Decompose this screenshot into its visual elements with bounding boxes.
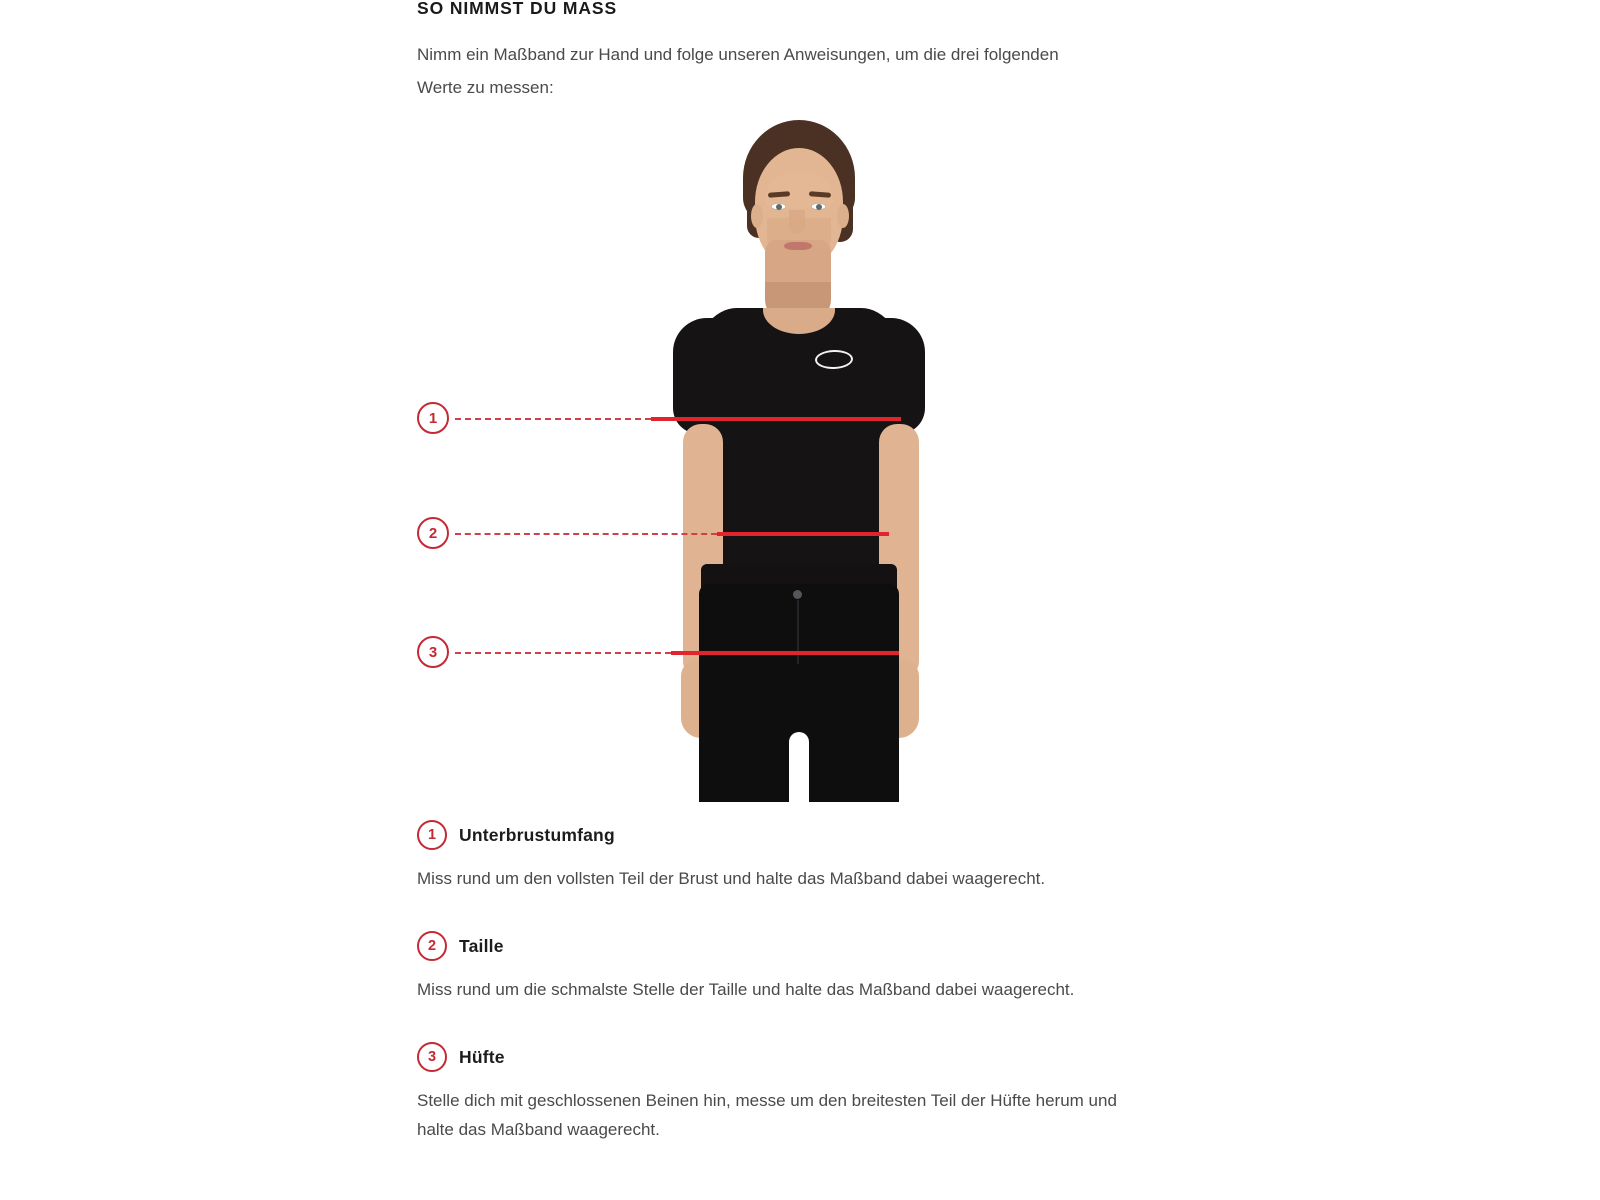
measure-dash-3 bbox=[455, 652, 671, 654]
page-title: SO NIMMST DU MASS bbox=[417, 0, 618, 18]
measure-marker-1: 1 bbox=[417, 402, 449, 434]
measurement-figure bbox=[417, 112, 1117, 802]
definition-header-3 bbox=[417, 1040, 1127, 1074]
measure-solid-3 bbox=[671, 651, 899, 655]
model-nose bbox=[789, 210, 805, 234]
definition-badge-3: 3 bbox=[417, 1042, 447, 1072]
definition-spacer-1 bbox=[417, 893, 1127, 929]
measure-line-3 bbox=[417, 636, 1117, 670]
definition-item-2 bbox=[417, 929, 1127, 1004]
measurement-definitions bbox=[417, 818, 1127, 1144]
measure-dash-2 bbox=[455, 533, 717, 535]
measure-marker-3: 3 bbox=[417, 636, 449, 668]
definition-item-1 bbox=[417, 818, 1127, 893]
definition-title-2: Taille bbox=[459, 935, 504, 956]
definition-title-3: Hüfte bbox=[459, 1046, 505, 1067]
definition-item-3 bbox=[417, 1040, 1127, 1144]
model-mouth bbox=[784, 242, 812, 250]
pants-button-icon bbox=[793, 590, 802, 599]
measure-solid-2 bbox=[717, 532, 889, 536]
model-ear-right bbox=[837, 204, 849, 228]
pants-leg-gap bbox=[789, 732, 809, 802]
measure-line-2 bbox=[417, 517, 1117, 551]
intro-paragraph: Nimm ein Maßband zur Hand und folge unseren Anweisungen, um die drei folgenden Werte zu messen: bbox=[417, 45, 1059, 97]
definition-header-1 bbox=[417, 818, 1127, 852]
definition-title-1: Unterbrustumfang bbox=[459, 824, 615, 845]
definition-badge-1: 1 bbox=[417, 820, 447, 850]
definition-text-3: Stelle dich mit geschlossenen Beinen hin, messe um den breitesten Teil der Hüfte herum und halte das Maßband waagerecht. bbox=[417, 1091, 1117, 1139]
measure-solid-1 bbox=[651, 417, 901, 421]
definition-text-1: Miss rund um den vollsten Teil der Brust und halte das Maßband dabei waagerecht. bbox=[417, 869, 1046, 888]
model-photo bbox=[617, 112, 977, 802]
model-pupil-left bbox=[776, 204, 782, 210]
definition-header-2 bbox=[417, 929, 1127, 963]
model-pupil-right bbox=[816, 204, 822, 210]
definition-text-2: Miss rund um die schmalste Stelle der Taille und halte das Maßband dabei waagerecht. bbox=[417, 980, 1075, 999]
measure-marker-2: 2 bbox=[417, 517, 449, 549]
definition-badge-2: 2 bbox=[417, 931, 447, 961]
measure-line-1 bbox=[417, 402, 1117, 436]
model-ear-left bbox=[751, 204, 763, 228]
measure-dash-1 bbox=[455, 418, 651, 420]
definition-spacer-2 bbox=[417, 1004, 1127, 1040]
